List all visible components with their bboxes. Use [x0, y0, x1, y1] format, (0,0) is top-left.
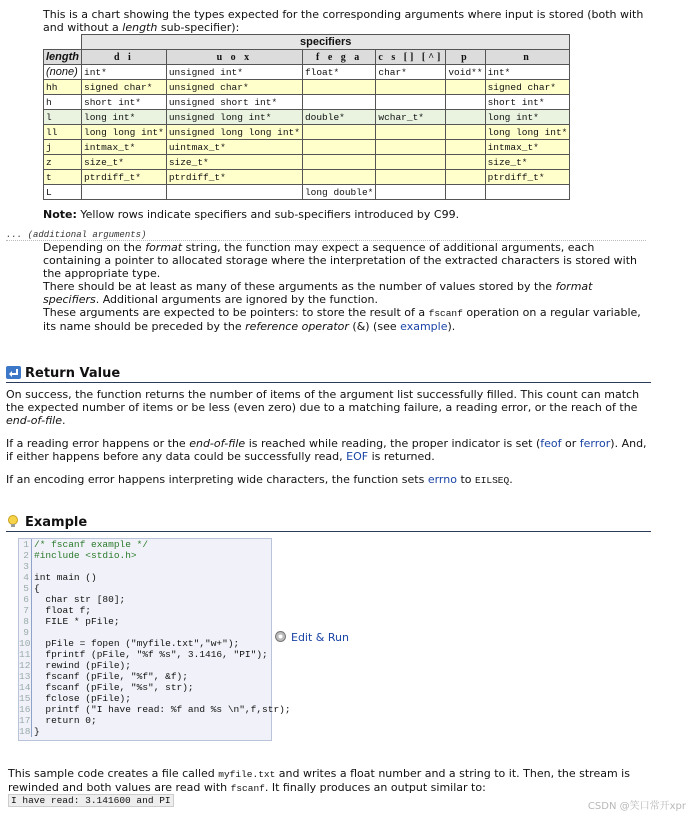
- type-cell: uintmax_t*: [166, 140, 302, 155]
- type-cell: [376, 125, 446, 140]
- rv-para-3: If an encoding error happens interpreting wide characters, the function sets errno to EILSEQ.: [6, 473, 513, 486]
- length-cell: L: [44, 185, 82, 200]
- length-cell: z: [44, 155, 82, 170]
- length-cell: (none): [44, 65, 82, 80]
- type-cell: [376, 80, 446, 95]
- type-cell: char*: [376, 65, 446, 80]
- line-number: 4: [19, 572, 32, 583]
- type-cell: long int*: [82, 110, 167, 125]
- code-line: [19, 704, 291, 715]
- eof-link[interactable]: EOF: [346, 450, 369, 463]
- code-line: [19, 550, 271, 561]
- args-para-3: These arguments are expected to be pointers: to store the result of a fscanf operation on a regular variable, its name should be preceded by the reference operator (&) (see example).: [43, 306, 641, 333]
- line-number: 5: [19, 583, 32, 594]
- line-number: 2: [19, 550, 32, 561]
- table-row: [44, 125, 570, 140]
- table-row: [44, 155, 570, 170]
- type-cell: unsigned char*: [166, 80, 302, 95]
- table-row: [44, 110, 570, 125]
- type-cell: [302, 125, 375, 140]
- length-cell: hh: [44, 80, 82, 95]
- watermark: CSDN @笑口常开xpr: [587, 801, 686, 812]
- line-number: 3: [19, 561, 32, 572]
- code-line: [19, 616, 271, 627]
- example-output: I have read: 3.141600 and PI: [8, 794, 174, 807]
- type-cell: short int*: [485, 95, 570, 110]
- type-cell: ptrdiff_t*: [485, 170, 570, 185]
- type-cell: ptrdiff_t*: [82, 170, 167, 185]
- type-cell: [376, 95, 446, 110]
- note-text: Yellow rows indicate specifiers and sub-specifiers introduced by C99.: [76, 208, 460, 221]
- return-value-heading: [6, 366, 651, 383]
- type-cell: [446, 170, 485, 185]
- type-cell: long double*: [302, 185, 375, 200]
- type-cell: [302, 95, 375, 110]
- additional-arguments-label: ... (additional arguments): [6, 230, 646, 241]
- type-cell: [446, 95, 485, 110]
- type-cell: long long int*: [485, 125, 570, 140]
- line-number: 15: [19, 693, 31, 704]
- example-description: This sample code creates a file called myfile.txt and writes a float number and a string to it. Then, the stream is rewinded and both values are read with fscanf. It finally produces an output similar to:: [8, 767, 630, 794]
- return-value-title: Return Value: [25, 366, 121, 381]
- type-cell: size_t*: [82, 155, 167, 170]
- code-text: float f;: [34, 605, 92, 616]
- code-example-box: [18, 538, 291, 741]
- intro-text: [43, 8, 653, 34]
- table-row: [44, 185, 570, 200]
- type-cell: unsigned int*: [166, 65, 302, 80]
- code-line: [19, 726, 271, 737]
- line-number: 18: [19, 726, 31, 737]
- specifier-column-header: d i: [82, 50, 167, 65]
- type-cell: [485, 185, 570, 200]
- table-row: [44, 80, 570, 95]
- length-cell: ll: [44, 125, 82, 140]
- lightbulb-icon: [6, 515, 21, 528]
- line-number: 14: [19, 682, 31, 693]
- code-line: [19, 649, 271, 660]
- specifier-column-header: f e g a: [302, 50, 375, 65]
- type-cell: [166, 185, 302, 200]
- type-cell: double*: [302, 110, 375, 125]
- line-number: 13: [19, 671, 31, 682]
- table-row: [44, 95, 570, 110]
- type-cell: intmax_t*: [485, 140, 570, 155]
- code-text: int main (): [34, 572, 97, 583]
- line-number: 6: [19, 594, 32, 605]
- ferror-link[interactable]: ferror: [579, 437, 611, 450]
- code-text: {: [34, 583, 40, 594]
- edit-and-run-button[interactable]: [274, 630, 349, 644]
- table-row: [44, 65, 570, 80]
- rv-para-1: On success, the function returns the number of items of the argument list successfully filled. This count can match the expected number of items or be less (even zero) due to a matching failure, a reading error, or the reach of the end-of-file.: [6, 388, 640, 427]
- code-text: FILE * pFile;: [34, 616, 120, 627]
- errno-link[interactable]: errno: [427, 473, 457, 486]
- code-line: [19, 605, 271, 616]
- type-cell: long long int*: [82, 125, 167, 140]
- type-cell: unsigned long long int*: [166, 125, 302, 140]
- type-cell: [376, 170, 446, 185]
- line-number: 12: [19, 660, 31, 671]
- intro-post: sub-specifier):: [157, 21, 240, 34]
- line-number: 1: [19, 539, 32, 550]
- type-cell: size_t*: [485, 155, 570, 170]
- code-line: [19, 682, 271, 693]
- specifier-column-header: c s [] [^]: [376, 50, 446, 65]
- specifier-table: [43, 34, 570, 200]
- gear-icon: [274, 630, 287, 643]
- type-cell: float*: [302, 65, 375, 80]
- code-text: rewind (pFile);: [34, 660, 131, 671]
- type-cell: void**: [446, 65, 485, 80]
- line-number: 7: [19, 605, 32, 616]
- length-header: length: [44, 50, 82, 65]
- type-cell: [82, 185, 167, 200]
- args-para-2: There should be at least as many of these arguments as the number of values stored by the format specifiers. Additional arguments are ignored by the function.: [43, 280, 593, 306]
- edit-and-run-label: Edit & Run: [291, 631, 349, 644]
- example-link[interactable]: example: [400, 320, 448, 333]
- type-cell: [302, 80, 375, 95]
- code-text: #include <stdio.h>: [34, 550, 137, 561]
- code-line: [19, 715, 271, 726]
- type-cell: signed char*: [82, 80, 167, 95]
- code-text: }: [34, 726, 40, 737]
- line-number: 11: [19, 649, 31, 660]
- return-arrow-icon: [6, 366, 21, 379]
- type-cell: long int*: [485, 110, 570, 125]
- code-line: [19, 583, 271, 594]
- line-number: 9: [19, 627, 32, 638]
- table-corner: [44, 35, 82, 50]
- specifier-column-header: u o x: [166, 50, 302, 65]
- code-line: [19, 627, 271, 638]
- type-cell: int*: [82, 65, 167, 80]
- type-cell: ptrdiff_t*: [166, 170, 302, 185]
- code-line: [19, 638, 271, 649]
- type-cell: [376, 140, 446, 155]
- type-cell: intmax_t*: [82, 140, 167, 155]
- return-value-body: [6, 388, 652, 497]
- intro-em: length: [122, 21, 158, 34]
- type-cell: [376, 185, 446, 200]
- code-text: printf ("I have read: %f and %s \n",f,str);: [34, 704, 291, 715]
- type-cell: unsigned long int*: [166, 110, 302, 125]
- line-number: 10: [19, 638, 31, 649]
- code-line: [19, 594, 271, 605]
- code-text: /* fscanf example */: [34, 539, 149, 550]
- type-cell: [446, 80, 485, 95]
- table-row: [44, 170, 570, 185]
- length-cell: j: [44, 140, 82, 155]
- table-note: [43, 208, 459, 221]
- line-number: 16: [19, 704, 31, 715]
- type-cell: signed char*: [485, 80, 570, 95]
- table-row: [44, 140, 570, 155]
- code-line: [19, 660, 271, 671]
- code-text: return 0;: [34, 715, 97, 726]
- example-heading: [6, 515, 651, 532]
- rv-para-2: If a reading error happens or the end-of-file is reached while reading, the proper indicator is set (feof or ferror). And, if either happens before any data could be successfully read, EOF is returned.: [6, 437, 647, 463]
- type-cell: unsigned short int*: [166, 95, 302, 110]
- type-cell: int*: [485, 65, 570, 80]
- type-cell: size_t*: [166, 155, 302, 170]
- type-cell: short int*: [82, 95, 167, 110]
- code-line: [19, 561, 271, 572]
- additional-arguments-description: [43, 241, 651, 333]
- type-cell: [446, 110, 485, 125]
- type-cell: [446, 140, 485, 155]
- feof-link[interactable]: feof: [540, 437, 562, 450]
- code-line: [19, 693, 271, 704]
- specifier-column-header: p: [446, 50, 485, 65]
- code-line: [19, 572, 271, 583]
- line-number: 17: [19, 715, 31, 726]
- code-line: [19, 671, 271, 682]
- code-text: fscanf (pFile, "%f", &f);: [34, 671, 188, 682]
- specifier-column-header: n: [485, 50, 570, 65]
- type-cell: [446, 185, 485, 200]
- code-text: fclose (pFile);: [34, 693, 131, 704]
- length-cell: l: [44, 110, 82, 125]
- length-cell: h: [44, 95, 82, 110]
- code-text: fprintf (pFile, "%f %s", 3.1416, "PI");: [34, 649, 268, 660]
- note-bold: Note:: [43, 208, 77, 221]
- args-para-1: Depending on the format string, the function may expect a sequence of additional arguments, each containing a pointer to allocated storage where the interpretation of the extracted characters is stored with the appropriate type.: [43, 241, 638, 280]
- code-text: char str [80];: [34, 594, 126, 605]
- intro-pre: This is a chart showing the types expected for the corresponding arguments where input is stored (both with and without a: [43, 8, 644, 34]
- specifiers-header: specifiers: [82, 35, 570, 50]
- type-cell: [446, 125, 485, 140]
- length-cell: t: [44, 170, 82, 185]
- type-cell: [302, 155, 375, 170]
- example-title: Example: [25, 515, 88, 530]
- type-cell: wchar_t*: [376, 110, 446, 125]
- code-text: pFile = fopen ("myfile.txt","w+");: [34, 638, 240, 649]
- type-cell: [446, 155, 485, 170]
- line-number: 8: [19, 616, 32, 627]
- type-cell: [302, 170, 375, 185]
- code-text: fscanf (pFile, "%s", str);: [34, 682, 194, 693]
- type-cell: [302, 140, 375, 155]
- type-cell: [376, 155, 446, 170]
- code-line: [19, 539, 271, 550]
